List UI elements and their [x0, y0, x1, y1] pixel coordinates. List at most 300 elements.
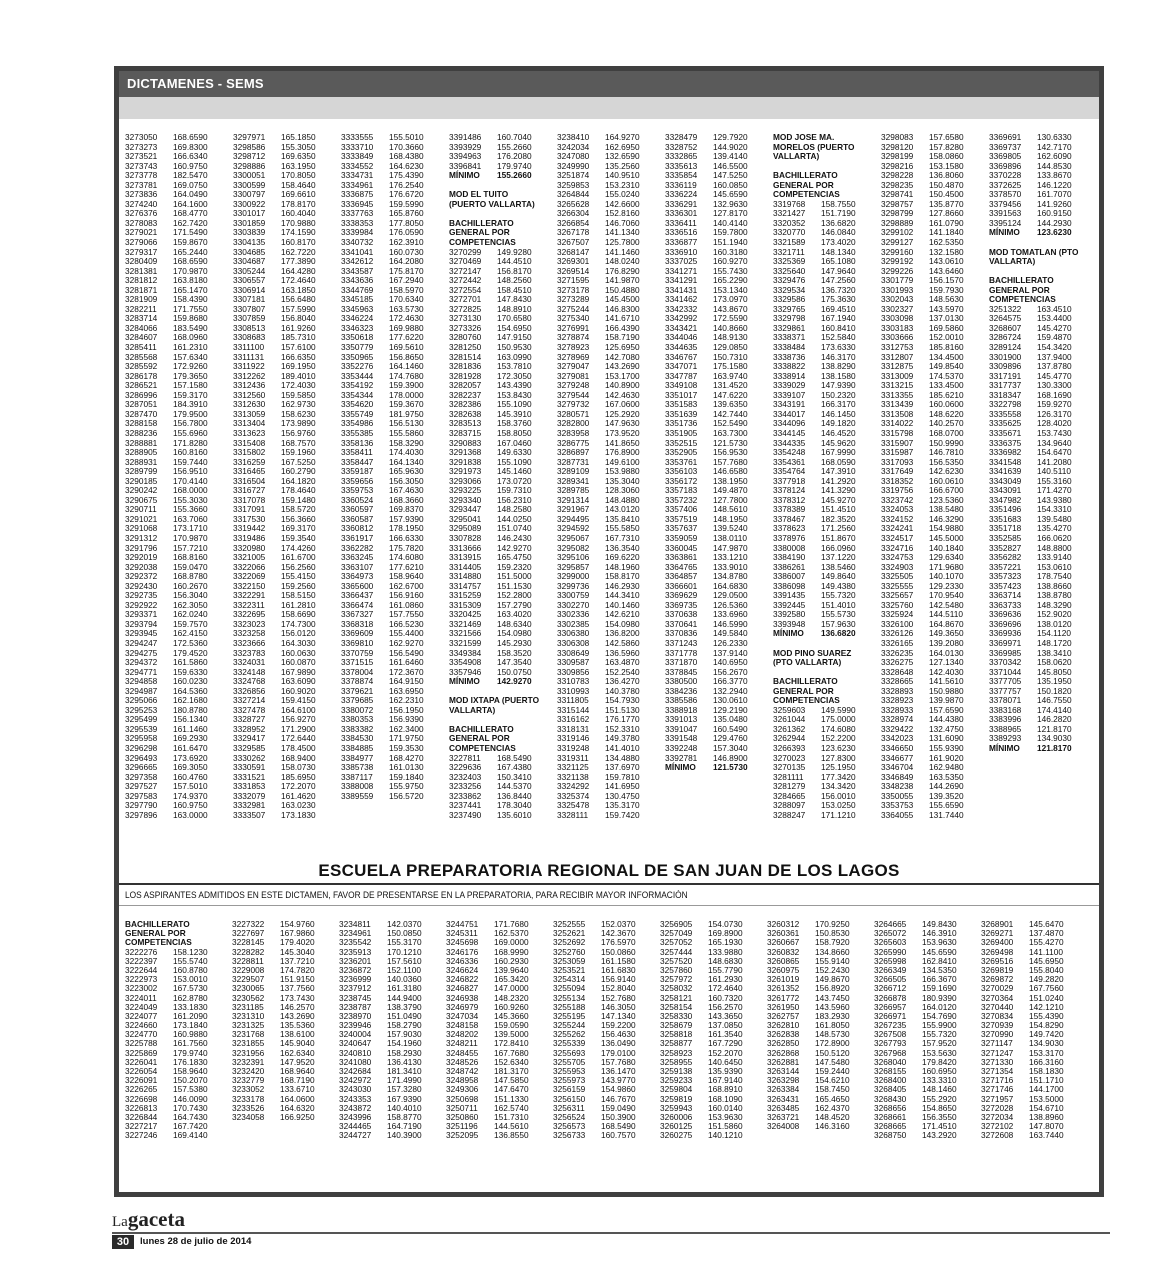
- applicant-id: 3256733: [553, 1130, 586, 1141]
- applicant-id: 3262757: [767, 1010, 800, 1021]
- score-row: [339, 1131, 443, 1140]
- applicant-id: 3319486: [233, 532, 266, 543]
- applicant-score: 138.5460: [821, 561, 856, 572]
- applicant-score: 146.8900: [713, 752, 748, 763]
- applicant-id: 3335854: [665, 170, 698, 181]
- applicant-score: 168.6590: [173, 132, 208, 142]
- applicant-id: 3354192: [341, 380, 374, 391]
- group-heading: GENERAL POR: [773, 685, 834, 696]
- applicant-id: 3298199: [881, 151, 914, 162]
- applicant-id: 3336375: [989, 437, 1022, 448]
- applicant-score: 143.3650: [708, 1010, 743, 1021]
- applicant-score: 154.9860: [601, 1084, 636, 1095]
- applicant-score: 148.8910: [497, 303, 532, 314]
- applicant-score: 157.7550: [389, 609, 424, 620]
- applicant-id: 3307859: [233, 313, 266, 324]
- applicant-score: 135.1950: [1037, 676, 1072, 687]
- group-heading: MOD EL TUITO: [449, 189, 509, 200]
- applicant-id: 3354248: [773, 447, 806, 458]
- applicant-score: 136.8550: [494, 1130, 529, 1141]
- applicant-id: 3258032: [660, 983, 693, 994]
- applicant-score: 154.0980: [605, 618, 640, 629]
- applicant-score: 140.6450: [708, 1056, 743, 1067]
- applicant-score: 170.7430: [173, 1102, 208, 1113]
- applicant-id: 3233526: [232, 1102, 265, 1113]
- minimum-label: MÍNIMO: [773, 628, 804, 639]
- applicant-score: 151.1530: [497, 580, 532, 591]
- applicant-id: 3269271: [981, 928, 1014, 939]
- applicant-id: 3388965: [989, 723, 1022, 734]
- group-heading: BACHILLERATO: [449, 217, 514, 228]
- applicant-score: 154.6950: [497, 322, 532, 333]
- applicant-score: 144.3410: [605, 590, 640, 601]
- applicant-score: 164.4280: [281, 265, 316, 276]
- applicant-score: 153.5630: [922, 1047, 957, 1058]
- applicant-score: 148.8800: [1037, 542, 1072, 553]
- applicant-score: 169.5860: [929, 322, 964, 333]
- applicant-score: 156.3660: [281, 513, 316, 524]
- applicant-score: 156.7800: [173, 418, 208, 429]
- applicant-score: 134.4500: [929, 351, 964, 362]
- applicant-id: 3359656: [341, 475, 374, 486]
- score-row: [449, 171, 567, 181]
- applicant-id: 3255705: [553, 1056, 586, 1067]
- applicant-id: 3322066: [233, 561, 266, 572]
- applicant-id: 3357519: [665, 513, 698, 524]
- applicant-score: 150.3900: [601, 1111, 636, 1122]
- applicant-id: 3288247: [773, 809, 806, 820]
- applicant-score: 141.5610: [929, 676, 964, 687]
- applicant-score: 152.2430: [815, 964, 850, 975]
- applicant-id: 3279544: [557, 389, 590, 400]
- applicant-id: 3364973: [341, 571, 374, 582]
- applicant-score: 171.8280: [173, 437, 208, 448]
- applicant-id: 3288236: [125, 427, 158, 438]
- minimum-label: MÍNIMO: [989, 227, 1020, 238]
- applicant-id: 3246827: [446, 983, 479, 994]
- applicant-id: 3268155: [874, 1066, 907, 1076]
- applicant-id: 3270023: [773, 752, 806, 763]
- applicant-score: 171.4510: [922, 1121, 957, 1132]
- applicant-score: 161.2090: [173, 1010, 208, 1021]
- applicant-id: 3324753: [881, 552, 914, 563]
- applicant-score: 142.5860: [605, 637, 640, 648]
- applicant-id: 3352905: [665, 447, 698, 458]
- applicant-id: 3237490: [449, 809, 482, 820]
- applicant-id: 3243030: [339, 1084, 372, 1095]
- applicant-score: 146.3290: [929, 513, 964, 524]
- applicant-id: 3324292: [557, 781, 590, 792]
- applicant-score: 141.1840: [929, 227, 964, 238]
- applicant-id: 3325640: [773, 265, 806, 276]
- applicant-score: 148.9130: [713, 332, 748, 343]
- applicant-score: 167.9390: [387, 1093, 422, 1104]
- applicant-score: 139.3520: [929, 790, 964, 801]
- applicant-score: 155.7790: [708, 964, 743, 975]
- applicant-score: 158.8770: [387, 1111, 422, 1122]
- applicant-score: 144.5610: [494, 1121, 529, 1132]
- applicant-score: 156.0120: [281, 628, 316, 639]
- applicant-score: 168.5490: [497, 752, 532, 763]
- applicant-id: 3354908: [449, 657, 482, 668]
- applicant-id: 3273521: [125, 151, 158, 162]
- applicant-id: 3232391: [232, 1056, 265, 1067]
- applicant-id: 3271330: [981, 1056, 1014, 1067]
- applicant-score: 151.4010: [821, 599, 856, 610]
- applicant-id: 3255134: [553, 992, 586, 1003]
- applicant-id: 3363861: [665, 552, 698, 563]
- applicant-id: 3358136: [341, 437, 374, 448]
- applicant-score: 162.4150: [173, 628, 208, 639]
- applicant-id: 3291312: [125, 532, 158, 543]
- applicant-id: 3317191: [989, 370, 1022, 381]
- applicant-score: 143.2690: [605, 361, 640, 372]
- applicant-id: 3250711: [446, 1102, 478, 1113]
- applicant-id: 3244751: [446, 919, 479, 929]
- applicant-id: 3350618: [341, 332, 374, 343]
- applicant-score: 173.9890: [281, 418, 316, 429]
- applicant-id: 3299226: [881, 265, 914, 276]
- applicant-id: 3386007: [773, 571, 806, 582]
- applicant-score: 157.2790: [497, 599, 532, 610]
- applicant-score: 140.6950: [713, 657, 748, 668]
- applicant-score: 160.9750: [173, 800, 208, 811]
- applicant-score: 129.7920: [713, 132, 748, 142]
- applicant-id: 3255339: [553, 1038, 586, 1049]
- applicant-score: 162.3400: [389, 723, 424, 734]
- applicant-id: 3336875: [341, 189, 374, 200]
- applicant-score: 141.4010: [605, 743, 640, 753]
- applicant-score: 150.0860: [601, 946, 636, 957]
- applicant-id: 3321427: [773, 208, 806, 219]
- applicant-score: 165.2440: [173, 246, 208, 257]
- applicant-score: 156.3550: [922, 1111, 957, 1122]
- applicant-score: 153.7430: [1037, 427, 1072, 438]
- applicant-id: 3255953: [553, 1066, 586, 1076]
- applicant-id: 3311100: [233, 342, 265, 353]
- applicant-score: 160.9880: [173, 1029, 208, 1040]
- applicant-score: 167.5250: [281, 456, 316, 467]
- applicant-score: 138.8780: [1037, 590, 1072, 601]
- applicant-score: 155.4150: [281, 571, 316, 582]
- applicant-id: 3249990: [557, 160, 590, 171]
- applicant-score: 153.7810: [497, 361, 532, 372]
- applicant-score: 154.7930: [605, 695, 640, 706]
- applicant-score: 179.9500: [173, 408, 208, 419]
- applicant-score: 167.4630: [389, 485, 424, 496]
- applicant-score: 141.9260: [1037, 198, 1072, 209]
- applicant-id: 3329586: [773, 294, 806, 305]
- applicant-score: 162.0240: [173, 609, 208, 620]
- applicant-id: 3283714: [125, 313, 158, 324]
- applicant-score: 159.3900: [389, 380, 424, 391]
- applicant-score: 159.8670: [173, 237, 208, 248]
- applicant-id: 3383382: [341, 723, 374, 734]
- applicant-id: 3335671: [989, 427, 1022, 438]
- applicant-score: 131.6090: [929, 733, 964, 744]
- applicant-score: 154.9760: [280, 919, 315, 929]
- applicant-id: 3299736: [557, 580, 590, 591]
- applicant-id: 3251196: [446, 1121, 478, 1132]
- applicant-score: 178.4500: [281, 743, 316, 753]
- applicant-id: 3312436: [233, 380, 266, 391]
- applicant-score: 153.9630: [922, 937, 957, 948]
- section-subbar: [119, 97, 1099, 119]
- applicant-score: 159.3540: [281, 532, 316, 543]
- applicant-score: 137.4870: [1029, 928, 1064, 939]
- applicant-score: 159.7310: [497, 485, 532, 496]
- applicant-score: 174.1590: [281, 227, 316, 238]
- applicant-id: 3260865: [767, 955, 800, 966]
- applicant-score: 153.8430: [497, 389, 532, 400]
- applicant-score: 139.2080: [929, 637, 964, 648]
- applicant-score: 170.9880: [281, 217, 316, 228]
- applicant-score: 160.0850: [713, 179, 748, 190]
- applicant-id: 3304135: [233, 237, 266, 248]
- applicant-id: 3261044: [773, 714, 806, 725]
- applicant-score: 168.6590: [173, 256, 208, 267]
- applicant-id: 3284665: [773, 790, 806, 801]
- applicant-score: 142.4030: [929, 666, 964, 677]
- dictamen-column: [665, 133, 783, 773]
- applicant-id: 3272608: [981, 1130, 1014, 1141]
- applicant-score: 159.4150: [281, 695, 316, 706]
- applicant-score: 143.9380: [1037, 494, 1072, 505]
- applicant-score: 160.8160: [173, 447, 208, 458]
- applicant-id: 3324031: [233, 657, 266, 668]
- applicant-id: 3322311: [233, 599, 265, 610]
- applicant-id: 3341639: [989, 466, 1022, 477]
- applicant-score: 160.0870: [281, 657, 316, 668]
- applicant-score: 159.7810: [605, 771, 640, 782]
- applicant-score: 125.6950: [605, 342, 640, 353]
- applicant-score: 145.6590: [922, 946, 957, 957]
- applicant-id: 3344046: [665, 332, 698, 343]
- applicant-id: 3266878: [874, 992, 907, 1003]
- applicant-id: 3324716: [881, 542, 914, 553]
- applicant-score: 150.4880: [605, 284, 640, 295]
- applicant-score: 143.7450: [815, 992, 850, 1003]
- applicant-id: 3269498: [981, 946, 1014, 957]
- applicant-id: 3335625: [989, 418, 1022, 429]
- applicant-id: 3297896: [125, 809, 158, 820]
- applicant-id: 3302336: [557, 609, 590, 620]
- applicant-id: 3303183: [881, 322, 914, 333]
- applicant-id: 3244465: [339, 1121, 372, 1132]
- applicant-id: 3360597: [341, 504, 374, 515]
- applicant-score: 153.1700: [605, 370, 640, 381]
- applicant-score: 158.5720: [281, 504, 316, 515]
- applicant-score: 128.4020: [1037, 418, 1072, 429]
- applicant-id: 3384885: [341, 743, 374, 753]
- applicant-id: 3339984: [341, 227, 374, 238]
- applicant-id: 3259233: [660, 1075, 693, 1086]
- applicant-score: 175.0000: [821, 714, 856, 725]
- applicant-score: 154.8290: [1029, 1020, 1064, 1031]
- applicant-score: 160.9270: [713, 256, 748, 267]
- applicant-id: 3352585: [989, 532, 1022, 543]
- applicant-score: 165.9630: [389, 466, 424, 477]
- applicant-score: 130.0610: [713, 695, 748, 706]
- applicant-id: 3370759: [341, 647, 374, 658]
- applicant-score: 158.3760: [497, 418, 532, 429]
- applicant-score: 168.8160: [173, 552, 208, 563]
- applicant-id: 3259138: [660, 1066, 693, 1076]
- applicant-score: 147.3540: [497, 657, 532, 668]
- applicant-score: 172.2070: [281, 781, 316, 792]
- score-row: [233, 811, 351, 821]
- applicant-score: 156.3050: [389, 475, 424, 486]
- applicant-id: 3389559: [341, 790, 374, 801]
- applicant-score: 153.5000: [1029, 1093, 1064, 1104]
- applicant-score: 147.2560: [821, 275, 856, 286]
- applicant-score: 144.5370: [497, 781, 532, 792]
- applicant-id: 3391435: [773, 590, 806, 601]
- applicant-id: 3227697: [232, 928, 265, 939]
- applicant-id: 3256573: [553, 1121, 586, 1132]
- applicant-id: 3383168: [989, 704, 1022, 715]
- group-heading: VALLARTA): [773, 151, 820, 162]
- applicant-id: 3257520: [660, 955, 693, 966]
- applicant-score: 162.8410: [922, 955, 957, 966]
- applicant-id: 3294858: [125, 676, 158, 687]
- applicant-score: 158.5970: [389, 284, 424, 295]
- applicant-score: 129.2330: [929, 580, 964, 591]
- applicant-id: 3289124: [989, 342, 1022, 353]
- applicant-score: 159.1480: [281, 494, 316, 505]
- applicant-score: 155.4270: [1029, 937, 1064, 948]
- applicant-score: 179.4020: [280, 937, 315, 948]
- applicant-id: 3280409: [125, 256, 158, 267]
- score-row: [449, 811, 567, 821]
- applicant-id: 3228145: [232, 937, 265, 948]
- applicant-id: 3342612: [341, 256, 374, 267]
- applicant-score: 185.7310: [281, 332, 316, 343]
- applicant-id: 3236999: [339, 974, 372, 985]
- applicant-id: 3266304: [557, 208, 590, 219]
- applicant-id: 3380500: [665, 676, 698, 687]
- applicant-score: 139.5240: [713, 523, 748, 534]
- applicant-score: 166.3670: [922, 974, 957, 985]
- applicant-score: 179.3650: [173, 370, 208, 381]
- applicant-score: 148.6830: [708, 955, 743, 966]
- applicant-score: 154.8650: [922, 1102, 957, 1113]
- applicant-id: 3391548: [665, 733, 698, 744]
- applicant-id: 3234961: [339, 928, 372, 939]
- applicant-score: 127.8300: [821, 752, 856, 763]
- applicant-id: 3257972: [660, 974, 693, 985]
- applicant-id: 3272028: [981, 1102, 1014, 1113]
- applicant-score: 162.6340: [280, 1047, 315, 1058]
- applicant-score: 147.9640: [821, 265, 856, 276]
- applicant-score: 161.6460: [389, 657, 424, 668]
- applicant-id: 3224049: [125, 1001, 158, 1012]
- applicant-id: 3287470: [125, 408, 158, 419]
- applicant-score: 156.9160: [389, 590, 424, 601]
- applicant-score: 157.9030: [387, 1029, 422, 1040]
- applicant-score: 153.1580: [929, 160, 964, 171]
- applicant-score: 161.7070: [1037, 189, 1072, 200]
- applicant-id: 3312560: [233, 389, 266, 400]
- applicant-score: 158.6230: [281, 408, 316, 419]
- applicant-id: 3281928: [449, 370, 482, 381]
- applicant-id: 3370228: [989, 170, 1022, 181]
- applicant-id: 3275340: [557, 313, 590, 324]
- applicant-score: 176.2080: [497, 151, 532, 162]
- applicant-id: 3262810: [767, 1020, 800, 1031]
- applicant-score: 151.5130: [605, 704, 640, 715]
- applicant-score: 146.2570: [280, 1001, 315, 1012]
- group-heading: MORELOS (PUERTO: [773, 141, 855, 152]
- applicant-score: 140.4140: [713, 217, 748, 228]
- applicant-id: 3329585: [233, 743, 266, 753]
- applicant-score: 167.5730: [173, 983, 208, 994]
- applicant-id: 3226091: [125, 1075, 158, 1086]
- applicant-id: 3298228: [881, 170, 914, 181]
- applicant-score: 164.8670: [929, 618, 964, 629]
- applicant-score: 154.7690: [922, 1010, 957, 1021]
- applicant-score: 155.2660: [497, 141, 532, 152]
- applicant-score: 123.5360: [929, 494, 964, 505]
- applicant-score: 131.4520: [713, 380, 748, 391]
- applicant-score: 162.3050: [173, 599, 208, 610]
- applicant-id: 3312753: [881, 342, 914, 353]
- applicant-id: 3392445: [773, 599, 806, 610]
- applicant-id: 3291368: [449, 447, 482, 458]
- applicant-score: 159.2440: [815, 1066, 850, 1076]
- applicant-id: 3311131: [233, 351, 265, 362]
- applicant-id: 3291967: [557, 504, 590, 515]
- applicant-id: 3342332: [665, 303, 698, 314]
- applicant-id: 3246979: [446, 1001, 479, 1012]
- applicant-score: 160.0630: [281, 647, 316, 658]
- applicant-score: 161.0130: [389, 762, 424, 773]
- applicant-score: 152.5490: [713, 418, 748, 429]
- applicant-id: 3310783: [557, 676, 590, 687]
- applicant-score: 130.6330: [1037, 132, 1072, 142]
- applicant-score: 152.2540: [605, 666, 640, 677]
- applicant-id: 3354344: [341, 389, 374, 400]
- applicant-id: 3355385: [341, 427, 374, 438]
- applicant-score: 154.6210: [815, 1075, 850, 1086]
- applicant-id: 3391486: [449, 132, 482, 142]
- applicant-id: 3300797: [233, 189, 266, 200]
- group-heading: COMPETENCIAS: [449, 743, 516, 753]
- applicant-id: 3369805: [989, 151, 1022, 162]
- applicant-score: 161.8050: [815, 1020, 850, 1031]
- applicant-id: 3313009: [881, 370, 914, 381]
- applicant-id: 3348238: [881, 781, 914, 792]
- applicant-score: 168.4270: [389, 752, 424, 763]
- applicant-score: 162.9730: [281, 399, 316, 410]
- applicant-score: 177.8050: [389, 217, 424, 228]
- applicant-score: 171.7680: [494, 919, 529, 929]
- applicant-score: 170.4140: [173, 475, 208, 486]
- applicant-score: 142.7440: [713, 408, 748, 419]
- applicant-id: 3250860: [446, 1111, 479, 1122]
- applicant-score: 162.6950: [605, 141, 640, 152]
- applicant-score: 181.3410: [387, 1066, 422, 1076]
- group-heading: COMPETENCIAS: [773, 695, 840, 706]
- applicant-id: 3318352: [881, 475, 914, 486]
- applicant-score: 150.9880: [929, 685, 964, 696]
- applicant-score: 156.6480: [281, 294, 316, 305]
- applicant-score: 174.5370: [929, 370, 964, 381]
- applicant-score: 144.0250: [497, 513, 532, 524]
- applicant-id: 3322695: [233, 609, 266, 620]
- applicant-id: 3296493: [125, 752, 158, 763]
- group-heading: COMPETENCIAS: [125, 937, 192, 948]
